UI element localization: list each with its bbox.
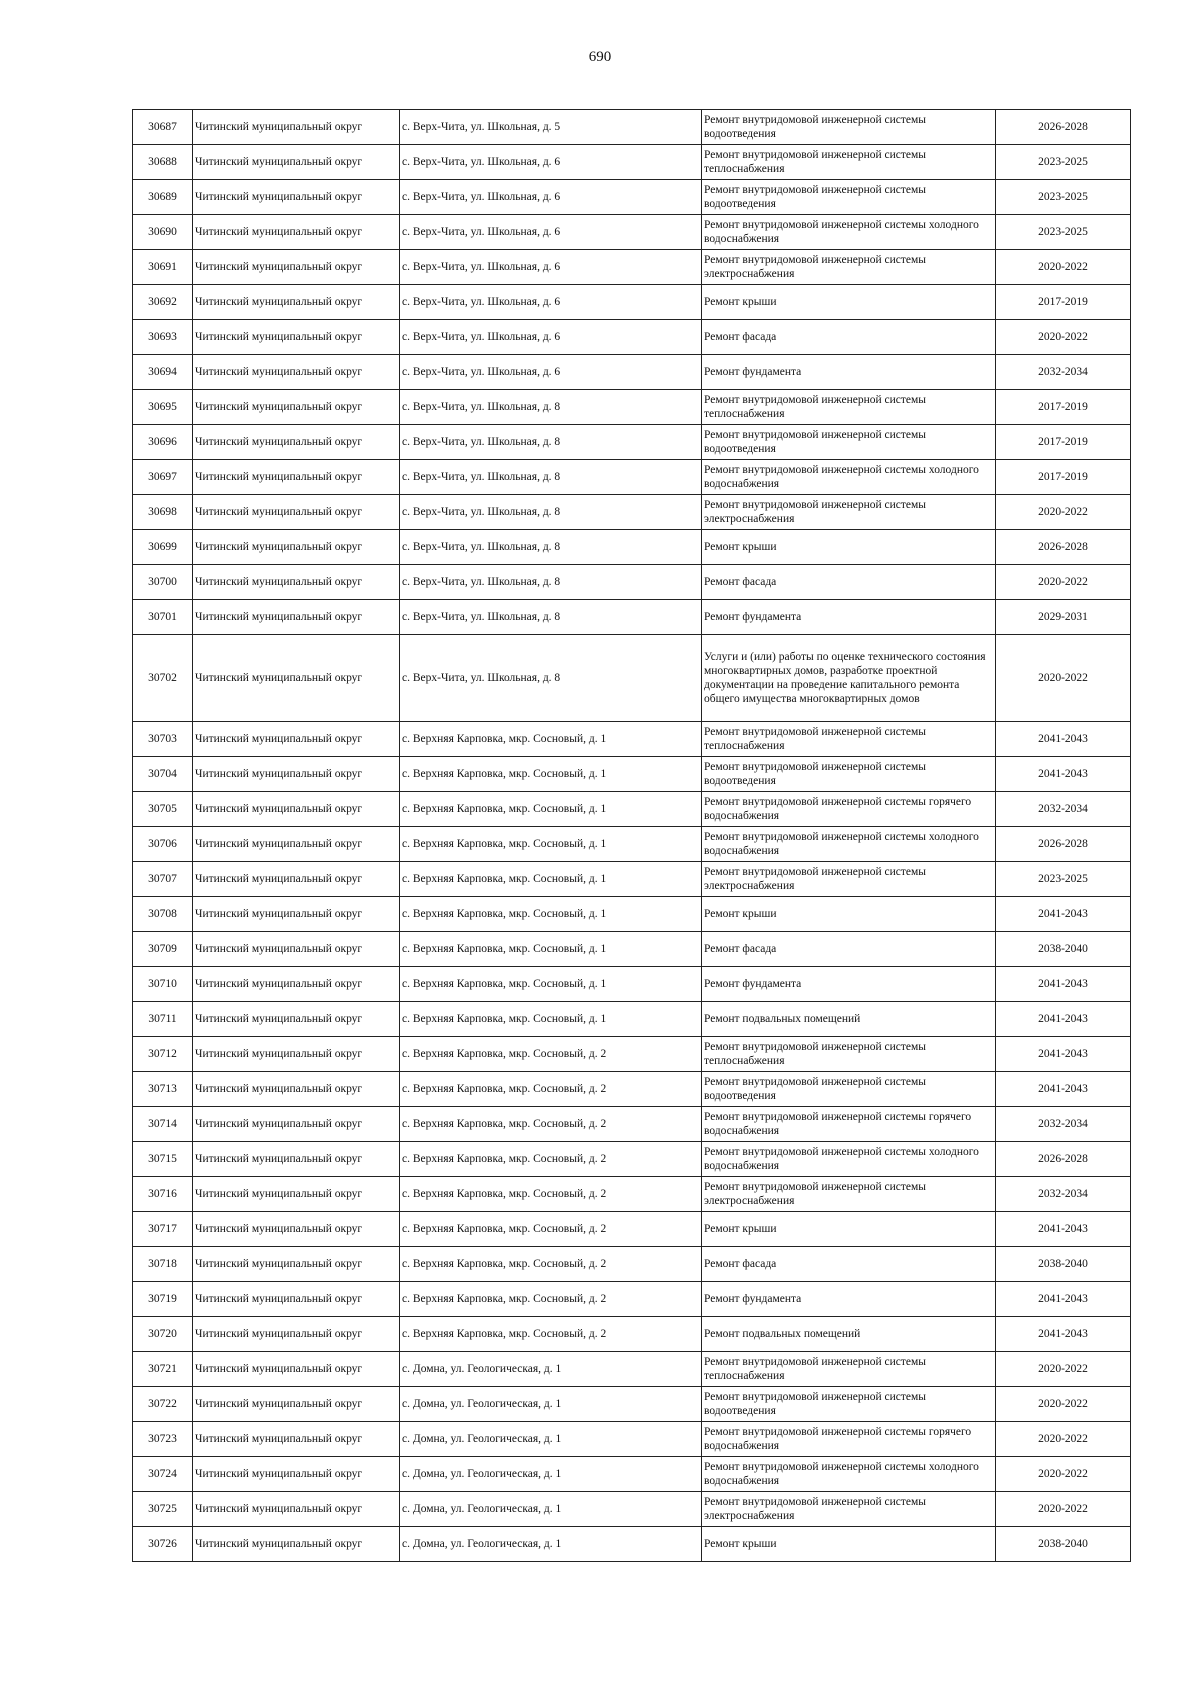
work-type-cell: Ремонт фундамента xyxy=(702,600,996,635)
municipality-cell: Читинский муниципальный округ xyxy=(193,495,400,530)
municipality-cell: Читинский муниципальный округ xyxy=(193,967,400,1002)
page-number: 690 xyxy=(588,49,612,65)
municipality-cell: Читинский муниципальный округ xyxy=(193,565,400,600)
work-type-cell: Ремонт внутридомовой инженерной системы водоотведения xyxy=(702,1387,996,1422)
work-type-cell: Ремонт крыши xyxy=(702,1212,996,1247)
work-type-cell: Ремонт крыши xyxy=(702,897,996,932)
period-cell: 2023-2025 xyxy=(996,180,1131,215)
row-number-cell: 30722 xyxy=(133,1387,193,1422)
period-cell: 2041-2043 xyxy=(996,1317,1131,1352)
row-number-cell: 30693 xyxy=(133,320,193,355)
work-type-cell: Ремонт внутридомовой инженерной системы теплоснабжения xyxy=(702,722,996,757)
table-row xyxy=(133,1352,1131,1387)
period-cell: 2041-2043 xyxy=(996,757,1131,792)
address-cell: с. Верхняя Карповка, мкр. Сосновый, д. 2 xyxy=(400,1317,702,1352)
period-cell: 2041-2043 xyxy=(996,897,1131,932)
work-type-cell: Ремонт внутридомовой инженерной системы холодного водоснабжения xyxy=(702,1457,996,1492)
row-number-cell: 30691 xyxy=(133,250,193,285)
row-number-cell: 30726 xyxy=(133,1527,193,1562)
row-number-cell: 30690 xyxy=(133,215,193,250)
row-number-cell: 30709 xyxy=(133,932,193,967)
municipality-cell: Читинский муниципальный округ xyxy=(193,285,400,320)
period-cell: 2020-2022 xyxy=(996,1457,1131,1492)
address-cell: с. Верхняя Карповка, мкр. Сосновый, д. 1 xyxy=(400,932,702,967)
period-cell: 2023-2025 xyxy=(996,145,1131,180)
period-cell: 2026-2028 xyxy=(996,1142,1131,1177)
work-type-cell: Ремонт внутридомовой инженерной системы водоотведения xyxy=(702,110,996,145)
row-number-cell: 30703 xyxy=(133,722,193,757)
period-cell: 2026-2028 xyxy=(996,110,1131,145)
period-cell: 2041-2043 xyxy=(996,1072,1131,1107)
municipality-cell: Читинский муниципальный округ xyxy=(193,1072,400,1107)
table-row xyxy=(133,1282,1131,1317)
table-row xyxy=(133,1317,1131,1352)
municipality-cell: Читинский муниципальный округ xyxy=(193,425,400,460)
period-cell: 2032-2034 xyxy=(996,1107,1131,1142)
table-row xyxy=(133,635,1131,722)
address-cell: с. Верх-Чита, ул. Школьная, д. 6 xyxy=(400,145,702,180)
table-row xyxy=(133,1002,1131,1037)
municipality-cell: Читинский муниципальный округ xyxy=(193,757,400,792)
address-cell: с. Верхняя Карповка, мкр. Сосновый, д. 1 xyxy=(400,967,702,1002)
table-row xyxy=(133,425,1131,460)
address-cell: с. Верхняя Карповка, мкр. Сосновый, д. 2 xyxy=(400,1142,702,1177)
table-row xyxy=(133,145,1131,180)
municipality-cell: Читинский муниципальный округ xyxy=(193,932,400,967)
municipality-cell: Читинский муниципальный округ xyxy=(193,1002,400,1037)
table-row xyxy=(133,460,1131,495)
period-cell: 2017-2019 xyxy=(996,285,1131,320)
row-number-cell: 30696 xyxy=(133,425,193,460)
period-cell: 2032-2034 xyxy=(996,792,1131,827)
table-row xyxy=(133,565,1131,600)
period-cell: 2017-2019 xyxy=(996,425,1131,460)
work-type-cell: Ремонт внутридомовой инженерной системы теплоснабжения xyxy=(702,390,996,425)
table-row xyxy=(133,862,1131,897)
address-cell: с. Верх-Чита, ул. Школьная, д. 8 xyxy=(400,635,702,722)
table-row xyxy=(133,390,1131,425)
work-type-cell: Ремонт внутридомовой инженерной системы холодного водоснабжения xyxy=(702,1142,996,1177)
period-cell: 2026-2028 xyxy=(996,530,1131,565)
work-type-cell: Ремонт внутридомовой инженерной системы холодного водоснабжения xyxy=(702,215,996,250)
address-cell: с. Верхняя Карповка, мкр. Сосновый, д. 2 xyxy=(400,1212,702,1247)
address-cell: с. Верхняя Карповка, мкр. Сосновый, д. 1 xyxy=(400,792,702,827)
work-type-cell: Ремонт фасада xyxy=(702,565,996,600)
municipality-cell: Читинский муниципальный округ xyxy=(193,1457,400,1492)
table-row xyxy=(133,1247,1131,1282)
period-cell: 2026-2028 xyxy=(996,827,1131,862)
municipality-cell: Читинский муниципальный округ xyxy=(193,792,400,827)
work-type-cell: Ремонт внутридомовой инженерной системы электроснабжения xyxy=(702,1177,996,1212)
repair-schedule-table xyxy=(132,109,1131,1562)
period-cell: 2041-2043 xyxy=(996,722,1131,757)
period-cell: 2038-2040 xyxy=(996,932,1131,967)
period-cell: 2020-2022 xyxy=(996,320,1131,355)
municipality-cell: Читинский муниципальный округ xyxy=(193,530,400,565)
table-row xyxy=(133,1527,1131,1562)
table-row xyxy=(133,530,1131,565)
municipality-cell: Читинский муниципальный округ xyxy=(193,110,400,145)
address-cell: с. Домна, ул. Геологическая, д. 1 xyxy=(400,1352,702,1387)
work-type-cell: Ремонт внутридомовой инженерной системы горячего водоснабжения xyxy=(702,792,996,827)
row-number-cell: 30697 xyxy=(133,460,193,495)
address-cell: с. Верхняя Карповка, мкр. Сосновый, д. 1 xyxy=(400,722,702,757)
work-type-cell: Ремонт внутридомовой инженерной системы горячего водоснабжения xyxy=(702,1422,996,1457)
address-cell: с. Верх-Чита, ул. Школьная, д. 8 xyxy=(400,565,702,600)
work-type-cell: Ремонт фасада xyxy=(702,320,996,355)
row-number-cell: 30701 xyxy=(133,600,193,635)
table-row xyxy=(133,757,1131,792)
period-cell: 2032-2034 xyxy=(996,1177,1131,1212)
work-type-cell: Ремонт внутридомовой инженерной системы электроснабжения xyxy=(702,495,996,530)
work-type-cell: Ремонт крыши xyxy=(702,530,996,565)
period-cell: 2020-2022 xyxy=(996,495,1131,530)
row-number-cell: 30708 xyxy=(133,897,193,932)
period-cell: 2020-2022 xyxy=(996,1492,1131,1527)
address-cell: с. Верх-Чита, ул. Школьная, д. 8 xyxy=(400,600,702,635)
address-cell: с. Верхняя Карповка, мкр. Сосновый, д. 1 xyxy=(400,757,702,792)
address-cell: с. Верх-Чита, ул. Школьная, д. 8 xyxy=(400,495,702,530)
municipality-cell: Читинский муниципальный округ xyxy=(193,1282,400,1317)
municipality-cell: Читинский муниципальный округ xyxy=(193,460,400,495)
row-number-cell: 30707 xyxy=(133,862,193,897)
table-row xyxy=(133,1037,1131,1072)
work-type-cell: Ремонт внутридомовой инженерной системы теплоснабжения xyxy=(702,1352,996,1387)
work-type-cell: Ремонт внутридомовой инженерной системы электроснабжения xyxy=(702,1492,996,1527)
municipality-cell: Читинский муниципальный округ xyxy=(193,600,400,635)
table-row xyxy=(133,180,1131,215)
work-type-cell: Ремонт внутридомовой инженерной системы водоотведения xyxy=(702,425,996,460)
table-row xyxy=(133,1107,1131,1142)
row-number-cell: 30687 xyxy=(133,110,193,145)
address-cell: с. Верх-Чита, ул. Школьная, д. 8 xyxy=(400,425,702,460)
row-number-cell: 30694 xyxy=(133,355,193,390)
row-number-cell: 30705 xyxy=(133,792,193,827)
row-number-cell: 30688 xyxy=(133,145,193,180)
row-number-cell: 30717 xyxy=(133,1212,193,1247)
period-cell: 2020-2022 xyxy=(996,1387,1131,1422)
row-number-cell: 30721 xyxy=(133,1352,193,1387)
work-type-cell: Ремонт фасада xyxy=(702,1247,996,1282)
table-row xyxy=(133,285,1131,320)
municipality-cell: Читинский муниципальный округ xyxy=(193,1422,400,1457)
municipality-cell: Читинский муниципальный округ xyxy=(193,1247,400,1282)
work-type-cell: Услуги и (или) работы по оценке технического состояния многоквартирных домов, разработке проектной документации на проведение капитального ремонта общего имущества многоквартирных домов xyxy=(702,635,996,722)
row-number-cell: 30713 xyxy=(133,1072,193,1107)
address-cell: с. Домна, ул. Геологическая, д. 1 xyxy=(400,1492,702,1527)
address-cell: с. Верхняя Карповка, мкр. Сосновый, д. 2 xyxy=(400,1177,702,1212)
table-row xyxy=(133,355,1131,390)
address-cell: с. Верх-Чита, ул. Школьная, д. 6 xyxy=(400,250,702,285)
work-type-cell: Ремонт фасада xyxy=(702,932,996,967)
row-number-cell: 30723 xyxy=(133,1422,193,1457)
work-type-cell: Ремонт внутридомовой инженерной системы электроснабжения xyxy=(702,250,996,285)
period-cell: 2023-2025 xyxy=(996,215,1131,250)
address-cell: с. Верхняя Карповка, мкр. Сосновый, д. 2 xyxy=(400,1037,702,1072)
work-type-cell: Ремонт внутридомовой инженерной системы водоотведения xyxy=(702,180,996,215)
row-number-cell: 30689 xyxy=(133,180,193,215)
address-cell: с. Верх-Чита, ул. Школьная, д. 6 xyxy=(400,285,702,320)
table-row xyxy=(133,320,1131,355)
table-row xyxy=(133,600,1131,635)
table-row xyxy=(133,1387,1131,1422)
work-type-cell: Ремонт внутридомовой инженерной системы холодного водоснабжения xyxy=(702,827,996,862)
work-type-cell: Ремонт внутридомовой инженерной системы теплоснабжения xyxy=(702,145,996,180)
row-number-cell: 30720 xyxy=(133,1317,193,1352)
row-number-cell: 30724 xyxy=(133,1457,193,1492)
address-cell: с. Верхняя Карповка, мкр. Сосновый, д. 1 xyxy=(400,827,702,862)
period-cell: 2020-2022 xyxy=(996,635,1131,722)
period-cell: 2041-2043 xyxy=(996,967,1131,1002)
period-cell: 2020-2022 xyxy=(996,250,1131,285)
municipality-cell: Читинский муниципальный округ xyxy=(193,1317,400,1352)
address-cell: с. Домна, ул. Геологическая, д. 1 xyxy=(400,1457,702,1492)
work-type-cell: Ремонт внутридомовой инженерной системы горячего водоснабжения xyxy=(702,1107,996,1142)
work-type-cell: Ремонт подвальных помещений xyxy=(702,1002,996,1037)
period-cell: 2017-2019 xyxy=(996,460,1131,495)
table-row xyxy=(133,1142,1131,1177)
period-cell: 2032-2034 xyxy=(996,355,1131,390)
address-cell: с. Верх-Чита, ул. Школьная, д. 5 xyxy=(400,110,702,145)
table-row xyxy=(133,1177,1131,1212)
address-cell: с. Верхняя Карповка, мкр. Сосновый, д. 2 xyxy=(400,1072,702,1107)
period-cell: 2020-2022 xyxy=(996,1352,1131,1387)
address-cell: с. Домна, ул. Геологическая, д. 1 xyxy=(400,1387,702,1422)
address-cell: с. Верх-Чита, ул. Школьная, д. 8 xyxy=(400,530,702,565)
row-number-cell: 30706 xyxy=(133,827,193,862)
municipality-cell: Читинский муниципальный округ xyxy=(193,897,400,932)
municipality-cell: Читинский муниципальный округ xyxy=(193,1037,400,1072)
work-type-cell: Ремонт крыши xyxy=(702,285,996,320)
table-row xyxy=(133,1492,1131,1527)
table-row xyxy=(133,495,1131,530)
table-row xyxy=(133,967,1131,1002)
row-number-cell: 30716 xyxy=(133,1177,193,1212)
work-type-cell: Ремонт фундамента xyxy=(702,967,996,1002)
municipality-cell: Читинский муниципальный округ xyxy=(193,1107,400,1142)
address-cell: с. Верхняя Карповка, мкр. Сосновый, д. 1 xyxy=(400,862,702,897)
address-cell: с. Верхняя Карповка, мкр. Сосновый, д. 1 xyxy=(400,897,702,932)
row-number-cell: 30712 xyxy=(133,1037,193,1072)
address-cell: с. Верхняя Карповка, мкр. Сосновый, д. 1 xyxy=(400,1002,702,1037)
municipality-cell: Читинский муниципальный округ xyxy=(193,1527,400,1562)
period-cell: 2041-2043 xyxy=(996,1282,1131,1317)
table-row xyxy=(133,1212,1131,1247)
municipality-cell: Читинский муниципальный округ xyxy=(193,1212,400,1247)
work-type-cell: Ремонт внутридомовой инженерной системы теплоснабжения xyxy=(702,1037,996,1072)
municipality-cell: Читинский муниципальный округ xyxy=(193,1387,400,1422)
work-type-cell: Ремонт внутридомовой инженерной системы электроснабжения xyxy=(702,862,996,897)
municipality-cell: Читинский муниципальный округ xyxy=(193,355,400,390)
row-number-cell: 30698 xyxy=(133,495,193,530)
table-row xyxy=(133,932,1131,967)
table-row xyxy=(133,1072,1131,1107)
municipality-cell: Читинский муниципальный округ xyxy=(193,862,400,897)
table-row xyxy=(133,1457,1131,1492)
row-number-cell: 30725 xyxy=(133,1492,193,1527)
row-number-cell: 30715 xyxy=(133,1142,193,1177)
address-cell: с. Верх-Чита, ул. Школьная, д. 6 xyxy=(400,215,702,250)
row-number-cell: 30711 xyxy=(133,1002,193,1037)
work-type-cell: Ремонт крыши xyxy=(702,1527,996,1562)
work-type-cell: Ремонт фундамента xyxy=(702,1282,996,1317)
address-cell: с. Верх-Чита, ул. Школьная, д. 8 xyxy=(400,390,702,425)
address-cell: с. Верх-Чита, ул. Школьная, д. 6 xyxy=(400,180,702,215)
municipality-cell: Читинский муниципальный округ xyxy=(193,145,400,180)
municipality-cell: Читинский муниципальный округ xyxy=(193,1352,400,1387)
municipality-cell: Читинский муниципальный округ xyxy=(193,215,400,250)
row-number-cell: 30695 xyxy=(133,390,193,425)
address-cell: с. Верх-Чита, ул. Школьная, д. 6 xyxy=(400,320,702,355)
row-number-cell: 30692 xyxy=(133,285,193,320)
table-row xyxy=(133,215,1131,250)
period-cell: 2023-2025 xyxy=(996,862,1131,897)
work-type-cell: Ремонт внутридомовой инженерной системы водоотведения xyxy=(702,1072,996,1107)
row-number-cell: 30702 xyxy=(133,635,193,722)
row-number-cell: 30699 xyxy=(133,530,193,565)
municipality-cell: Читинский муниципальный округ xyxy=(193,635,400,722)
municipality-cell: Читинский муниципальный округ xyxy=(193,390,400,425)
table-row xyxy=(133,897,1131,932)
table-row xyxy=(133,722,1131,757)
municipality-cell: Читинский муниципальный округ xyxy=(193,1492,400,1527)
municipality-cell: Читинский муниципальный округ xyxy=(193,722,400,757)
table-row xyxy=(133,792,1131,827)
address-cell: с. Домна, ул. Геологическая, д. 1 xyxy=(400,1527,702,1562)
period-cell: 2017-2019 xyxy=(996,390,1131,425)
municipality-cell: Читинский муниципальный округ xyxy=(193,1142,400,1177)
work-type-cell: Ремонт внутридомовой инженерной системы холодного водоснабжения xyxy=(702,460,996,495)
row-number-cell: 30714 xyxy=(133,1107,193,1142)
row-number-cell: 30718 xyxy=(133,1247,193,1282)
period-cell: 2020-2022 xyxy=(996,1422,1131,1457)
row-number-cell: 30710 xyxy=(133,967,193,1002)
period-cell: 2041-2043 xyxy=(996,1002,1131,1037)
municipality-cell: Читинский муниципальный округ xyxy=(193,827,400,862)
work-type-cell: Ремонт внутридомовой инженерной системы водоотведения xyxy=(702,757,996,792)
row-number-cell: 30700 xyxy=(133,565,193,600)
municipality-cell: Читинский муниципальный округ xyxy=(193,180,400,215)
period-cell: 2029-2031 xyxy=(996,600,1131,635)
period-cell: 2041-2043 xyxy=(996,1037,1131,1072)
table-row xyxy=(133,1422,1131,1457)
period-cell: 2020-2022 xyxy=(996,565,1131,600)
row-number-cell: 30704 xyxy=(133,757,193,792)
municipality-cell: Читинский муниципальный округ xyxy=(193,1177,400,1212)
municipality-cell: Читинский муниципальный округ xyxy=(193,320,400,355)
row-number-cell: 30719 xyxy=(133,1282,193,1317)
period-cell: 2038-2040 xyxy=(996,1247,1131,1282)
address-cell: с. Верхняя Карповка, мкр. Сосновый, д. 2 xyxy=(400,1247,702,1282)
period-cell: 2038-2040 xyxy=(996,1527,1131,1562)
address-cell: с. Верх-Чита, ул. Школьная, д. 6 xyxy=(400,355,702,390)
address-cell: с. Верхняя Карповка, мкр. Сосновый, д. 2 xyxy=(400,1282,702,1317)
municipality-cell: Читинский муниципальный округ xyxy=(193,250,400,285)
period-cell: 2041-2043 xyxy=(996,1212,1131,1247)
table-row xyxy=(133,110,1131,145)
work-type-cell: Ремонт подвальных помещений xyxy=(702,1317,996,1352)
address-cell: с. Верх-Чита, ул. Школьная, д. 8 xyxy=(400,460,702,495)
address-cell: с. Верхняя Карповка, мкр. Сосновый, д. 2 xyxy=(400,1107,702,1142)
address-cell: с. Домна, ул. Геологическая, д. 1 xyxy=(400,1422,702,1457)
table-row xyxy=(133,827,1131,862)
work-type-cell: Ремонт фундамента xyxy=(702,355,996,390)
table-body xyxy=(133,110,1131,1562)
table-row xyxy=(133,250,1131,285)
